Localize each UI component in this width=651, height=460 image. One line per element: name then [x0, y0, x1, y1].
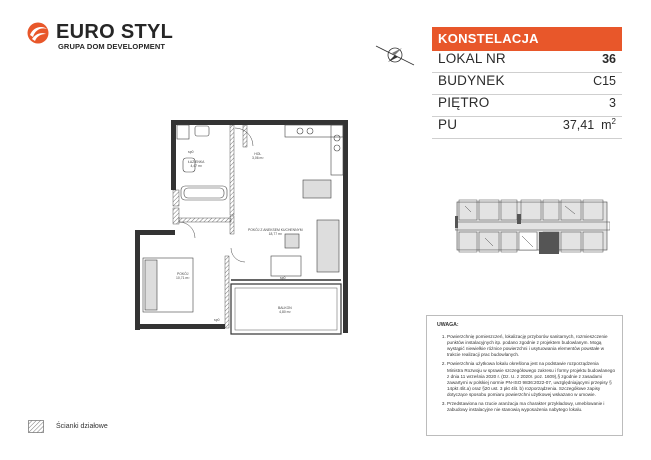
- room-area: 3,06 m²: [252, 156, 264, 160]
- north-arrow-icon: [374, 38, 416, 72]
- room-area: 10,71 m²: [176, 276, 190, 280]
- area-value: 37,41: [562, 118, 595, 133]
- info-row-lokal: [432, 51, 622, 73]
- info-row-pietro: [432, 95, 622, 117]
- notes-list: [437, 334, 616, 413]
- brand-name: EURO STYL: [56, 21, 174, 43]
- room-label-pokoj-aneks: [248, 228, 303, 236]
- notes-item: 2. Powierzchnia użytkowa lokalu określona jest na podstawie rozporządzenia Ministra Rozwoju w sprawie szczegółowego zakresu i formy projektu budowlanego z dnia 11 września 2020 r. (Dz. U. z 2020r. poz. 1609),§ zgodnie z zasadami zawartymi w polskiej normie PN-ISO 9836:2022-07, uwzględniającymi przepisy § 14pkt 4lit.a) oraz §20 ust. 3 pkt 4lit. b) rozporządzenia. Szczegółowe zapisy dotyczące sposobu pomiaru powierzchni użytkowej wskazano w umowie.: [447, 361, 616, 398]
- info-value-area: [563, 117, 616, 132]
- room-label-hol: [252, 152, 264, 160]
- room-label-balkon: [278, 306, 292, 314]
- plan-mark: sp0: [188, 150, 194, 154]
- room-name: BALKON: [278, 306, 292, 310]
- eurostyl-logo-icon: [27, 22, 49, 44]
- legend-label: Ścianki działowe: [56, 423, 108, 430]
- room-area: 4,80 m²: [279, 310, 291, 314]
- key-plan-highlight: [539, 232, 559, 254]
- info-header: KONSTELACJA: [432, 27, 622, 51]
- room-area: 4,47 m²: [190, 164, 202, 168]
- room-label-pokoj: [176, 272, 189, 280]
- floor-plan: [135, 108, 365, 336]
- notes-item: 1. Powierzchnię pomieszczeń, lokalizację przyborów sanitarnych, rozmieszczenie punktów instalacyjnych itp. podano zgodnie z projektem budowlanym. Mogą wystąpić niewielkie różnice powierzchni i usytuowania elementów powstałe w trakcie realizacji prac budowlanych.: [447, 334, 616, 358]
- info-key: PIĘTRO: [438, 95, 490, 110]
- plan-mark: sp0: [280, 276, 286, 280]
- info-value: 36: [602, 52, 616, 66]
- info-value: 3: [609, 96, 616, 110]
- room-name: POKÓJ Z ANEKSEM KUCHENNYM: [248, 228, 303, 232]
- notes-box: [426, 315, 623, 436]
- room-label-lazienka: [188, 160, 204, 168]
- room-name: HOL: [254, 152, 262, 156]
- area-unit: m: [601, 118, 612, 133]
- room-area: 18,77 m²: [268, 232, 283, 236]
- brand-tagline: GRUPA DOM DEVELOPMENT: [58, 42, 166, 51]
- notes-title: UWAGA:: [437, 322, 459, 328]
- building-key-plan: [455, 196, 610, 258]
- plan-mark: sp0: [214, 318, 220, 322]
- info-key: BUDYNEK: [438, 73, 505, 88]
- room-name: ŁAZIENKA: [188, 160, 205, 164]
- partition-hatch-icon: [28, 420, 44, 433]
- info-value: C15: [593, 74, 616, 88]
- room-name: POKÓJ: [176, 272, 189, 276]
- info-key: PU: [438, 117, 458, 133]
- info-key: LOKAL NR: [438, 51, 506, 66]
- notes-item: 3. Przedstawiona na rzucie aranżacja ma charakter przykładowy, umeblowanie i zabudowy instalacyjne nie stanowią wyposażenia nabytego lokalu.: [447, 401, 616, 413]
- info-row-budynek: [432, 73, 622, 95]
- info-row-pu: [432, 117, 622, 139]
- area-unit-sup: 2: [611, 117, 616, 126]
- info-table: [432, 27, 622, 139]
